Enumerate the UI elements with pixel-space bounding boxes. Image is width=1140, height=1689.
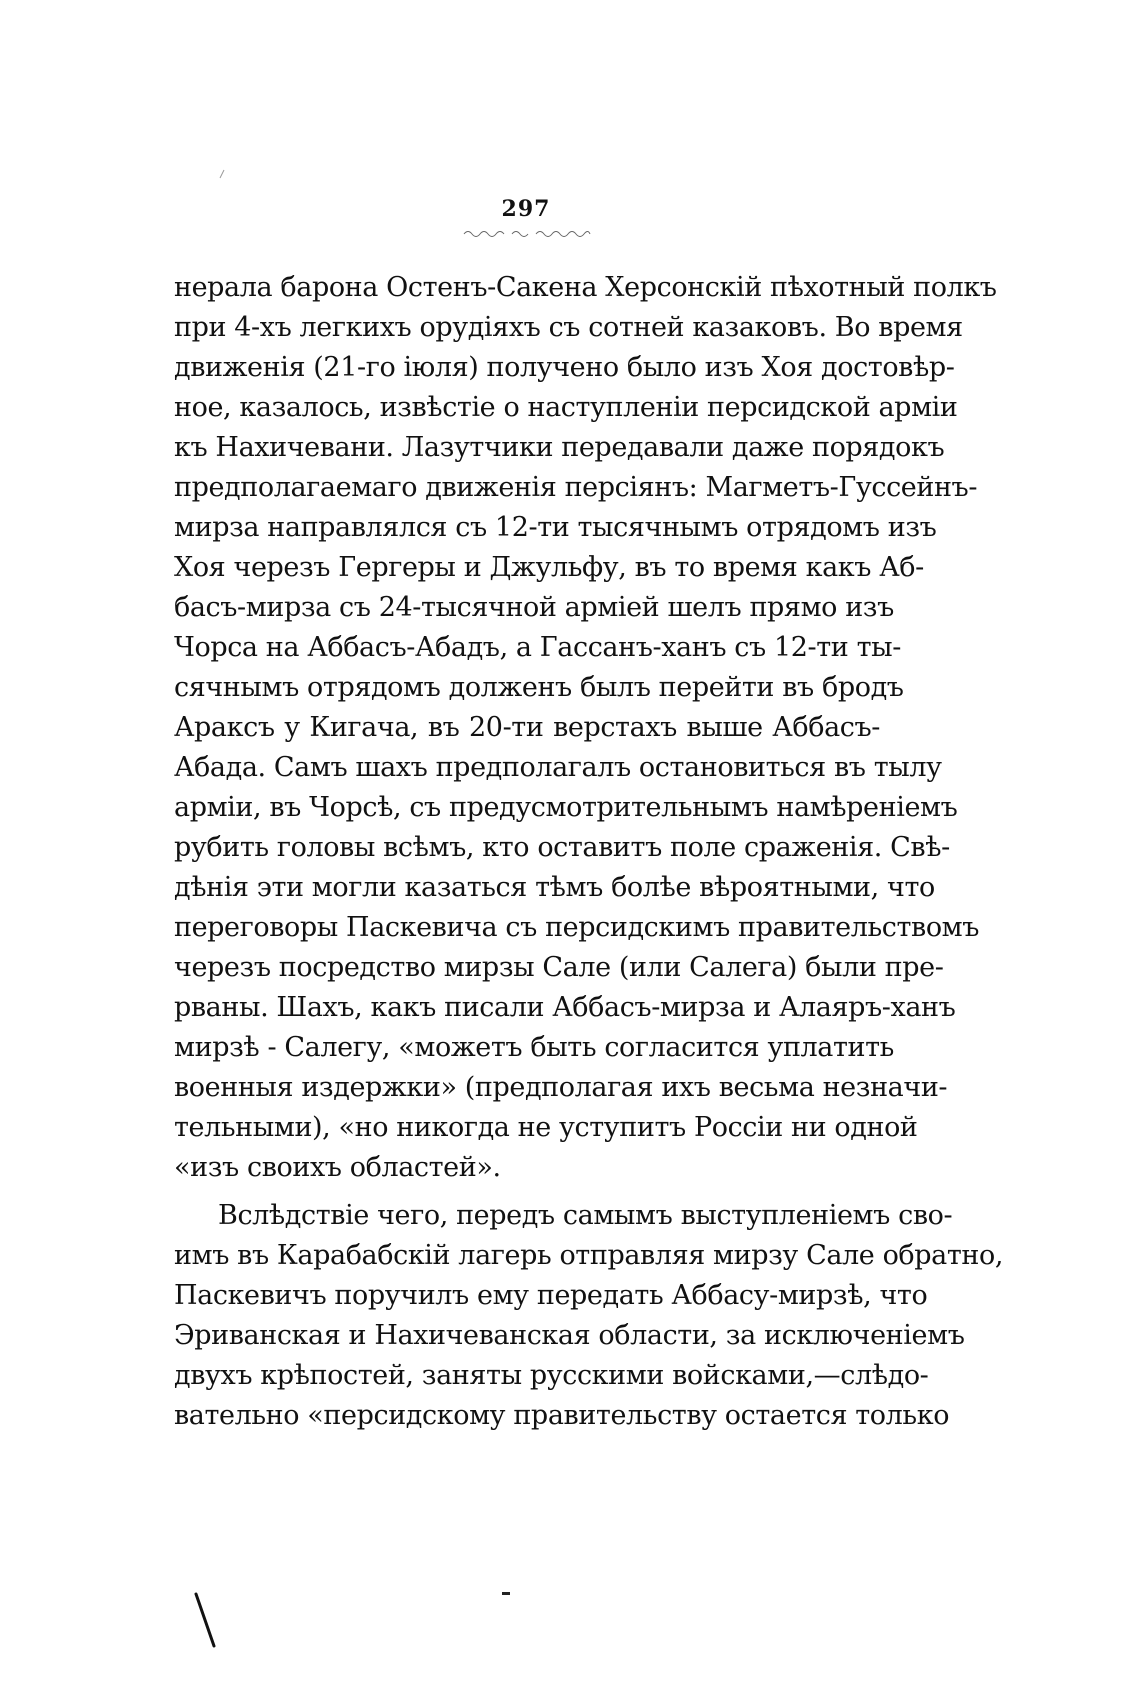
scan-mark bbox=[500, 1590, 514, 1598]
text-line: Хоя черезъ Гергеры и Джульфу, въ то время какъ Аб- bbox=[174, 552, 924, 583]
text-line: ное, казалось, извѣстіе о наступленіи персидской арміи bbox=[174, 392, 958, 423]
scan-mark bbox=[190, 1590, 220, 1650]
text-line: военныя издержки» (предполагая ихъ весьма незначи- bbox=[174, 1072, 948, 1103]
text-line: «изъ своихъ областей». bbox=[174, 1152, 501, 1183]
text-line: дѣнія эти могли казаться тѣмъ болѣе вѣроятными, что bbox=[174, 872, 935, 903]
text-line: арміи, въ Чорсѣ, съ предусмотрительнымъ намѣреніемъ bbox=[174, 792, 958, 823]
text-line: Абада. Самъ шахъ предполагалъ остановиться въ тылу bbox=[174, 752, 942, 783]
text-line: двухъ крѣпостей, заняты русскими войсками,—слѣдо- bbox=[174, 1360, 929, 1391]
text-line: движенія (21-го іюля) получено было изъ Хоя достовѣр- bbox=[174, 352, 955, 383]
text-line: Эриванская и Нахичеванская области, за исключеніемъ bbox=[174, 1320, 965, 1351]
paragraph bbox=[174, 1196, 1004, 1436]
text-line: предполагаемаго движенія персіянъ: Магметъ-Гуссейнъ- bbox=[174, 472, 978, 503]
text-line: басъ-мирза съ 24-тысячной арміей шелъ прямо изъ bbox=[174, 592, 894, 623]
text-line: мирза направлялся съ 12-ти тысячнымъ отрядомъ изъ bbox=[174, 512, 937, 543]
text-line: переговоры Паскевича съ персидскимъ правительствомъ bbox=[174, 912, 980, 943]
text-line: Вслѣдствіе чего, передъ самымъ выступленіемъ сво- bbox=[218, 1200, 953, 1231]
text-line: тельными), «но никогда не уступитъ Россіи ни одной bbox=[174, 1112, 918, 1143]
text-line: Чорса на Аббасъ-Абадъ, а Гассанъ-ханъ съ 12-ти ты- bbox=[174, 632, 901, 663]
text-line: при 4-хъ легкихъ орудіяхъ съ сотней казаковъ. Во время bbox=[174, 312, 963, 343]
text-line: нерала барона Остенъ-Сакена Херсонскій пѣхотный полкъ bbox=[174, 272, 997, 303]
paragraph-gap bbox=[174, 1188, 880, 1196]
text-line: къ Нахичевани. Лазутчики передавали даже порядокъ bbox=[174, 432, 945, 463]
paragraph bbox=[174, 268, 997, 1188]
text-line: черезъ посредство мирзы Сале (или Салега) были пре- bbox=[174, 952, 944, 983]
scan-mark bbox=[218, 168, 228, 180]
text-line: Паскевичъ поручилъ ему передать Аббасу-мирзѣ, что bbox=[174, 1280, 928, 1311]
text-line: вательно «персидскому правительству остается только bbox=[174, 1400, 950, 1431]
text-line: рубить головы всѣмъ, кто оставитъ поле сраженія. Свѣ- bbox=[174, 832, 950, 863]
text-line: рваны. Шахъ, какъ писали Аббасъ-мирза и Алаяръ-ханъ bbox=[174, 992, 956, 1023]
text-line: мирзѣ - Салегу, «можетъ быть согласится уплатить bbox=[174, 1032, 894, 1063]
page-number: 297 bbox=[501, 196, 551, 222]
header-ornament bbox=[462, 228, 592, 240]
text-line: сячнымъ отрядомъ долженъ былъ перейти въ бродъ bbox=[174, 672, 904, 703]
body-text bbox=[174, 268, 1004, 1436]
page-header bbox=[0, 196, 1140, 222]
text-line: Араксъ у Кигача, въ 20-ти верстахъ выше Аббасъ- bbox=[174, 712, 880, 743]
text-line: имъ въ Карабабскій лагерь отправляя мирзу Сале обратно, bbox=[174, 1240, 1004, 1271]
